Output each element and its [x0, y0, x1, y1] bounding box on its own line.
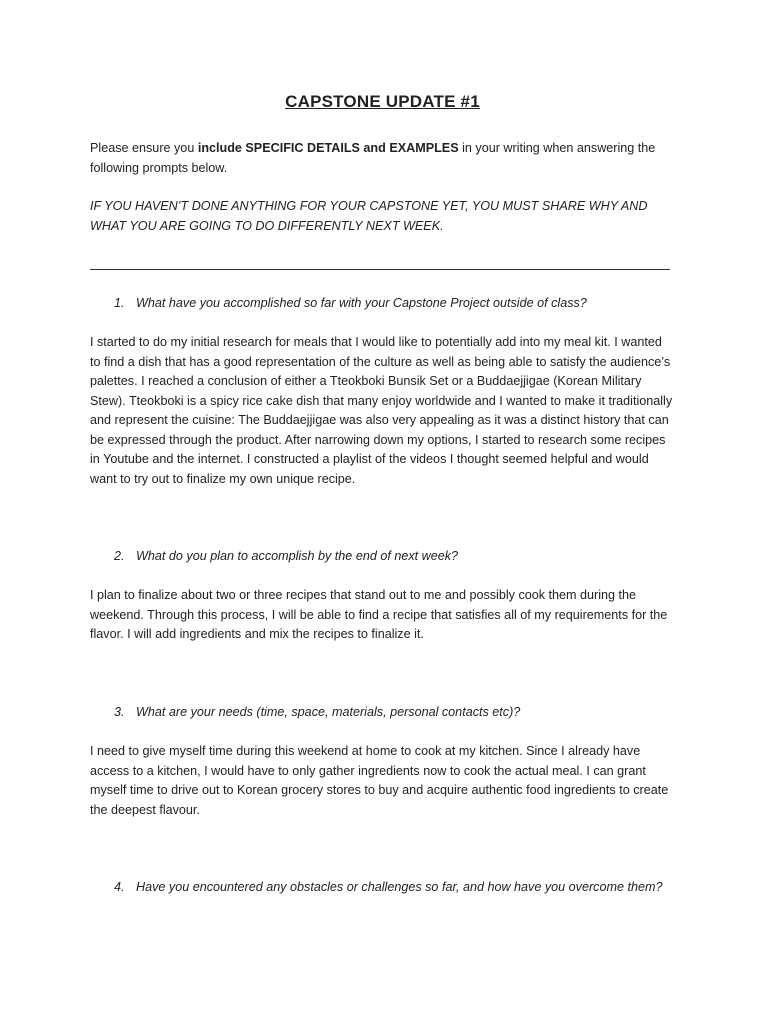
prompt-question: What do you plan to accomplish by the end of next week? [136, 549, 459, 563]
prompt-3 [114, 703, 674, 722]
prompt-2 [114, 547, 674, 566]
warning-paragraph: IF YOU HAVEN’T DONE ANYTHING FOR YOUR CAPSTONE YET, YOU MUST SHARE WHY AND WHAT YOU ARE GOING TO DO DIFFERENTLY NEXT WEEK. [90, 199, 648, 233]
prompt-number: 1. [114, 296, 125, 310]
horizontal-divider [90, 269, 670, 270]
document-title: CAPSTONE UPDATE #1 [285, 92, 480, 111]
prompt-1 [114, 294, 674, 313]
prompt-question: What are your needs (time, space, materials, personal contacts etc)? [136, 705, 521, 719]
answer-3: I need to give myself time during this weekend at home to cook at my kitchen. Since I already have access to a kitchen, I would have to only gather ingredients now to cook the actual meal. I can grant myself time to drive out to Korean grocery stores to buy and acquire authentic food ingredients to create the deepest flavour. [90, 744, 669, 817]
prompt-4 [114, 878, 674, 897]
prompt-number: 4. [114, 880, 125, 894]
intro-text-after: in your writing when answering the following prompts below. [90, 141, 656, 175]
prompt-question: Have you encountered any obstacles or challenges so far, and how have you overcome them? [136, 880, 663, 894]
intro-paragraph [90, 139, 675, 178]
intro-text-before: Please ensure you [90, 141, 198, 155]
prompt-number: 2. [114, 549, 125, 563]
prompt-number: 3. [114, 705, 125, 719]
intro-emphasis: include SPECIFIC DETAILS and EXAMPLES [197, 141, 459, 155]
prompt-question: What have you accomplished so far with your Capstone Project outside of class? [136, 296, 587, 310]
answer-2: I plan to finalize about two or three recipes that stand out to me and possibly cook them during the weekend. Through this process, I will be able to find a recipe that satisfies all of my requirements for the flavor. I will add ingredients and mix the recipes to finalize it. [90, 588, 668, 641]
answer-1: I started to do my initial research for meals that I would like to potentially add into my meal kit. I wanted to find a dish that has a good representation of the culture as well as being able to satisfy the audience’s palettes. I reached a conclusion of either a Tteokboki Bunsik Set or a Buddaejjigae (Korean Military Stew). Tteokboki is a spicy rice cake dish that many enjoy worldwide and I wanted to make it traditionally and represent the cuisine: The Buddaejjigae was also very appealing as it was a distinct history that can be expressed through the product. After narrowing down my options, I started to research some recipes in Youtube and the internet. I constructed a playlist of the videos I thought seemed helpful and would want to try out to finalize my own unique recipe. [90, 335, 673, 486]
